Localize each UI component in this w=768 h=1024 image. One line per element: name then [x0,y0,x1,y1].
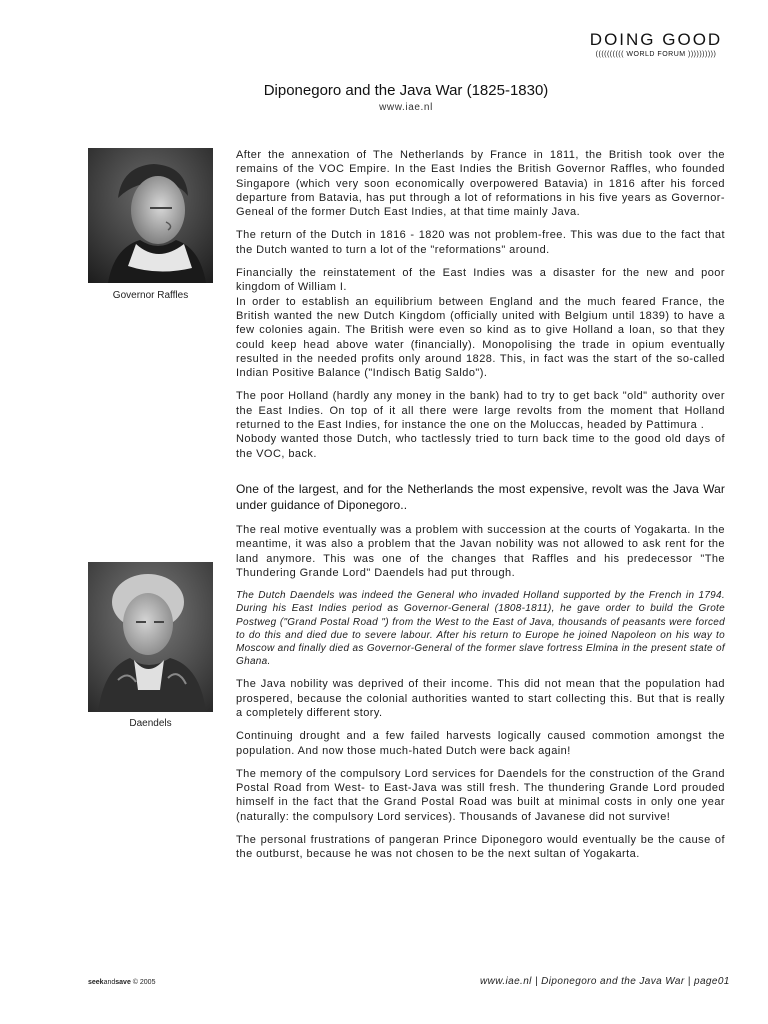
paragraph: Financially the reinstatement of the East Indies was a disaster for the new and poor kingdom of William I. [236,267,725,294]
daendels-note: The Dutch Daendels was indeed the General who invaded Holland supported by the French in 1794. During his East Indies period as Governor-General (1808-1811), he gave order to build the Grote Postweg ("Grand Postal Road ") from the West to the East of Java, thousands of peasants were forced to do this and died due to severe labour. After his return to Europe he joined Napoleon on his way to Moscow and finally died as Governor-General of the former slave fortress Elmina in the present state of Ghana. [236,590,725,668]
paragraph: The return of the Dutch in 1816 - 1820 was not problem-free. This was due to the fact that the Dutch wanted to turn a lot of the "reformations" around. [236,229,725,256]
paragraph: After the annexation of The Netherlands by France in 1811, the British took over the remains of the VOC Empire. In the East Indies the British Governor Raffles, who founded Singapore (which very soon economically overpowered Batavia) in 1816 after his forced departure from Batavia, has put through a lot of reformations in his five years as Governor-Geneal of the former Dutch East Indies, at that time mainly Java. [236,149,725,219]
body-text [236,148,725,871]
doing-good-logo [578,30,734,60]
daendels-portrait [88,562,213,712]
paragraph: The poor Holland (hardly any money in the bank) had to try to get back "old" authority over the East Indies. On top of it all there were large revolts from the moment that Holland returned to the East Indies, for instance the one on the Moluccas, headed by Pattimura . [236,390,725,432]
document-website: www.iae.nl [379,102,433,113]
footer-brand-seek: seek [88,979,104,986]
logo-wordmark: DOING GOOD [589,30,723,49]
paragraph: Continuing drought and a few failed harvests logically caused commotion amongst the population. And now those much-hated Dutch were back again! [236,730,725,757]
raffles-caption: Governor Raffles [112,290,189,301]
footer-copyright: © 2005 [130,979,156,986]
daendels-caption: Daendels [129,718,172,729]
paragraph: The real motive eventually was a problem with succession at the courts of Yogakarta. In the meantime, it was also a problem that the Javan nobility was not allowed to ask rent for the land anymore. This was one of the changes that Raffles and his predecessor "The Thundering Grande Lord" Daendels had put through. [236,523,725,579]
logo-tagline: (((((((((( WORLD FORUM )))))))))) [595,51,717,58]
raffles-portrait [88,148,213,283]
paragraph: The memory of the compulsory Lord services for Daendels for the construction of the Grand Postal Road from West- to East-Java was still fresh. The thundering Grande Lord prouded himself in the fact that the Grand Postal Road was built at minimal costs in only one year (naturally: the compulsory Lord services). Thousands of Javanese did not survive! [236,767,725,823]
paragraph: The personal frustrations of pangeran Prince Diponegoro would eventually be the cause of the outburst, because he was not chosen to be the next sultan of Yogakarta. [236,834,725,861]
paragraph: Nobody wanted those Dutch, who tactlessly tried to turn back time to the good old days of the VOC, back. [236,433,725,460]
paragraph: In order to establish an equilibrium between England and the much feared France, the British wanted the new Dutch Kingdom (officially united with Belgium until 1839) to have a few colonies again. The British were even so kind as to give Holland a loan, so that they could keep head above water (financially). Monopolising the trade in opium eventually resulted in the needed profits only around 1828. This, in fact was the start of the so-called Indian Positive Balance ("Indisch Batig Saldo"). [236,295,725,380]
footer-brand-save: save [115,979,131,986]
footer-page-info: www.iae.nl | Diponegoro and the Java War | page01 [480,976,730,987]
document-title: Diponegoro and the Java War (1825-1830) [263,82,549,99]
footer-brand-and: and [103,979,116,986]
lead-paragraph: One of the largest, and for the Netherlands the most expensive, revolt was the Java War under guidance of Diponegoro.. [236,481,725,512]
footer-brand [88,979,155,986]
paragraph: The Java nobility was deprived of their income. This did not mean that the population had prospered, because the colonial authorities wanted to start collecting this. But that is really a completely different story. [236,678,725,719]
